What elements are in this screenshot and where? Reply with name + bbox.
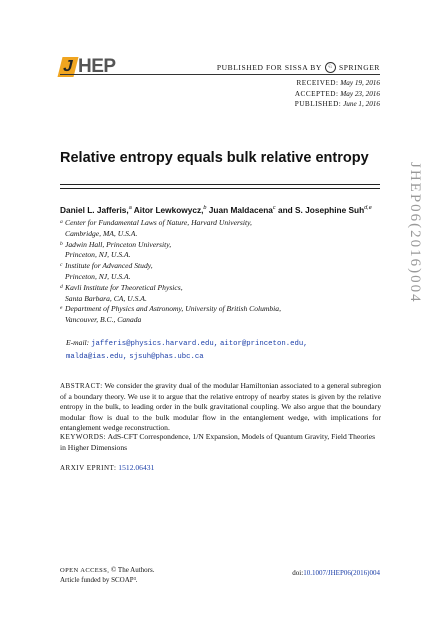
date-received: RECEIVED: May 19, 2016 <box>296 79 380 87</box>
logo-mark: J <box>58 57 79 77</box>
date-accepted: ACCEPTED: May 23, 2016 <box>294 89 380 98</box>
date-published: PUBLISHED: June 1, 2016 <box>294 100 380 108</box>
logo-text: HEP <box>78 56 116 77</box>
arxiv-label: ARXIV EPRINT: <box>60 464 117 472</box>
affiliation: c Institute for Advanced Study, Princeton, NJ, U.S.A. <box>60 261 153 281</box>
publisher-name: SPRINGER <box>338 63 380 72</box>
email-block <box>66 337 366 363</box>
title-rule-bottom <box>60 188 380 189</box>
open-access-label: OPEN ACCESS, <box>60 567 110 574</box>
affiliation: d Kavli Institute for Theoretical Physics, Santa Barbara, CA, U.S.A. <box>60 282 183 303</box>
email-link[interactable]: malda@ias.edu, <box>66 353 128 361</box>
side-identifier: JHEP06(2016)004 <box>407 162 423 304</box>
footer-doi <box>292 569 380 577</box>
paper-title: Relative entropy equals bulk relative entropy <box>60 150 369 166</box>
copyright: © The Authors. <box>110 566 155 574</box>
email-link[interactable]: aitor@princeton.edu, <box>220 340 308 348</box>
arxiv-line <box>60 463 154 472</box>
arxiv-link[interactable]: 1512.06431 <box>118 463 155 472</box>
email-label: E-mail: <box>66 338 90 347</box>
email-link[interactable]: jafferis@physics.harvard.edu, <box>91 340 219 348</box>
abstract-label: ABSTRACT: <box>60 382 103 390</box>
keywords <box>60 432 381 453</box>
abstract <box>60 381 381 434</box>
doi-link[interactable]: 10.1007/JHEP06(2016)004 <box>303 569 380 577</box>
doi-prefix: doi: <box>292 569 304 577</box>
keywords-text: AdS-CFT Correspondence, 1/N Expansion, Models of Quantum Gravity, Field Theories in Higher Dimensions <box>60 432 376 452</box>
author-list <box>60 205 372 215</box>
funding-note: Article funded by SCOAP³. <box>60 575 138 584</box>
keywords-label: KEYWORDS: <box>60 433 107 441</box>
affiliation: e Department of Physics and Astronomy, University of British Columbia, Vancouver, B.C., Canada <box>60 304 281 325</box>
header-rule <box>60 74 380 75</box>
affiliations <box>60 218 360 326</box>
dates-block <box>295 78 380 110</box>
author: Aitor Lewkowycz,$^b$ <box>133 205 207 215</box>
email-link[interactable]: sjsuh@phas.ubc.ca <box>129 353 204 361</box>
abstract-text: We consider the gravity dual of the modular Hamiltonian associated to a general subregion of a boundary theory. We use it to argue that the relative entropy of nearby states is given by the relative entropy in the bulk, to leading order in the bulk gravitational coupling. We also argue that the boundary modular flow is dual to the bulk modular flow in the entanglement wedge, with implications for entanglement wedge reconstruction. <box>60 381 381 433</box>
title-rule-top <box>60 184 380 185</box>
affiliation: b Jadwin Hall, Princeton University, Princeton, NJ, U.S.A. <box>60 239 172 260</box>
published-by: PUBLISHED FOR SISSA BY <box>216 63 322 72</box>
publisher-line <box>217 62 380 73</box>
affiliation: a Center for Fundamental Laws of Nature, Harvard University, Cambridge, MA, U.S.A. <box>60 218 252 238</box>
author: Juan Maldacena$^c$ <box>208 205 276 215</box>
footer-license <box>60 566 154 585</box>
author: and S. Josephine Suh$^{d,e}$ <box>277 205 372 215</box>
springer-icon: ♘ <box>325 62 336 73</box>
author: Daniel L. Jafferis,$^a$ <box>60 205 132 215</box>
